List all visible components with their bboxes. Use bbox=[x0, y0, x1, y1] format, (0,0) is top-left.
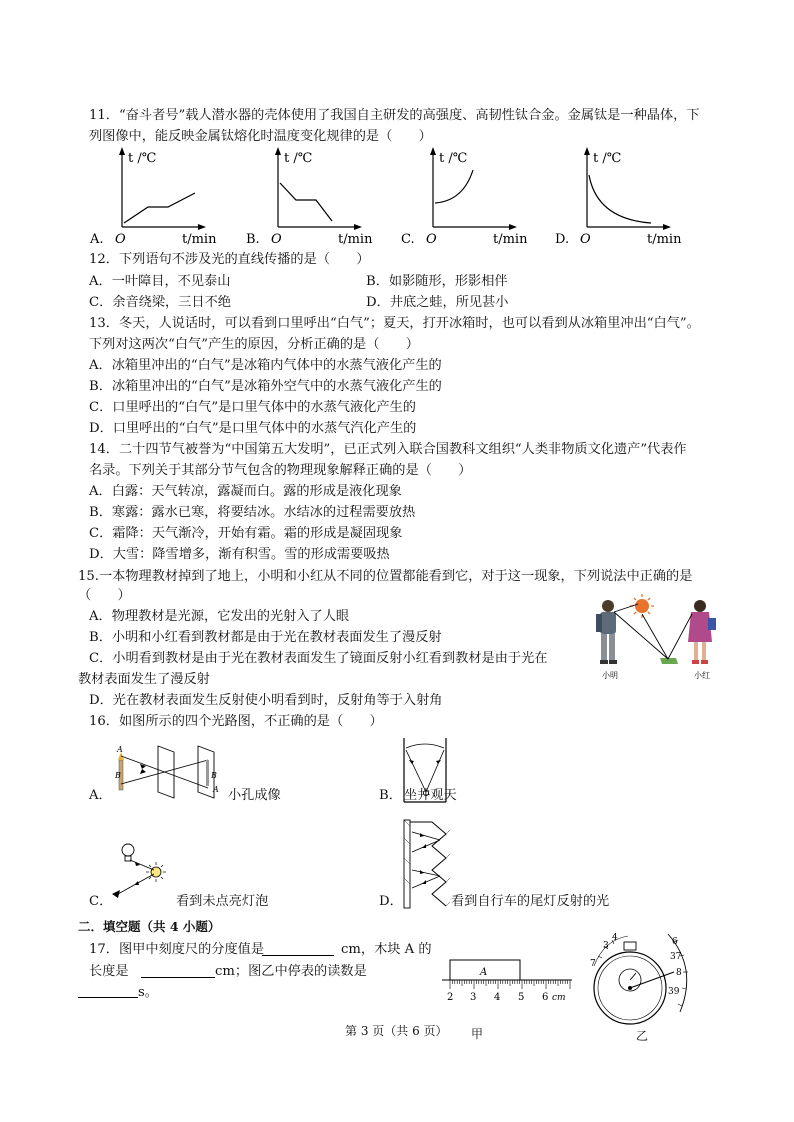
q12-option-d: D．井底之蛙，所见甚小 bbox=[366, 295, 509, 310]
eye-icon bbox=[112, 890, 120, 898]
q16-option-c: C． bbox=[89, 894, 113, 909]
q17-blank-1[interactable] bbox=[262, 955, 334, 956]
q13-stem-line1: 13．冬天，人说话时，可以看到口里呼出“白气”；夏天，打开冰箱时，也可以看到从冰箱里冲出“白气”。 bbox=[89, 316, 700, 331]
q16-figure-pinhole bbox=[112, 742, 242, 804]
q15-figure bbox=[588, 592, 723, 684]
q11-b-origin: O bbox=[271, 232, 282, 247]
q14-stem-line1: 14．二十四节气被誉为“中国第五大发明”，已正式列入联合国教科文组织“人类非物质文化遗产”代表作 bbox=[89, 442, 687, 457]
q12-stem: 12．下列语句不涉及光的直线传播的是（ ） bbox=[89, 252, 370, 267]
q16-caption-c: 看到未点亮灯泡 bbox=[176, 894, 269, 909]
q11-d-ylabel: t /℃ bbox=[593, 151, 622, 166]
q17-ruler-figure bbox=[440, 956, 574, 1004]
q15-option-b: B．小明和小红看到教材都是由于光在教材表面发生了漫反射 bbox=[89, 630, 442, 645]
q16-caption-a: 小孔成像 bbox=[228, 788, 281, 803]
q13-option-b: B．冰箱里冲出的“白气”是冰箱外空气中的水蒸气液化产生的 bbox=[89, 379, 442, 394]
q11-graph-c bbox=[401, 145, 551, 250]
q16-caption-d: 看到自行车的尾灯反射的光 bbox=[451, 894, 610, 909]
q12-option-b: B．如影随形，形影相伴 bbox=[366, 274, 508, 289]
q16-stem: 16．如图所示的四个光路图，不正确的是（ ） bbox=[89, 714, 383, 729]
ruler-unit: cm bbox=[552, 993, 566, 1003]
q14-option-d: D．大雪：降雪增多，渐有积雪。雪的形成需要吸热 bbox=[89, 547, 390, 562]
q16-caption-b: 坐井观天 bbox=[404, 788, 457, 803]
q15-stem-line2: （ ） bbox=[78, 588, 131, 603]
q13-option-d: D．口里呼出的“白气”是口里气体中的水蒸气汽化产生的 bbox=[89, 421, 417, 436]
q16-option-a: A． bbox=[89, 788, 112, 803]
q16-option-b: B． bbox=[379, 788, 402, 803]
q16-a-label-A2: A bbox=[213, 785, 219, 794]
boy-figure bbox=[596, 600, 617, 664]
watch-small-4: 4 bbox=[612, 933, 618, 943]
watch-big-39: 39 bbox=[668, 987, 680, 997]
q16-a-label-B2: B bbox=[211, 771, 217, 780]
q15-option-d: D．光在教材表面发生反射使小明看到时，反射角等于入射角 bbox=[89, 693, 443, 708]
q13-stem-line2: 下列对这两次“白气”产生的原因，分析正确的是（ ） bbox=[89, 337, 419, 352]
q11-d-option: D. bbox=[555, 232, 570, 247]
watch-small-3: 3 bbox=[603, 941, 609, 951]
watch-big-6: 6 bbox=[672, 937, 678, 947]
watch-big-37: 37 bbox=[670, 952, 682, 962]
q11-graph-a bbox=[90, 145, 240, 250]
q17-blank-2[interactable] bbox=[141, 977, 215, 978]
q17-line3-suffix: s。 bbox=[138, 985, 158, 1000]
bulb-icon bbox=[122, 844, 134, 861]
q15-option-c-line2: 教材表面发生了漫反射 bbox=[78, 672, 210, 687]
watch-big-8: 8 bbox=[676, 968, 682, 978]
q16-a-label-A1: A bbox=[117, 745, 123, 754]
q11-c-xlabel: t/min bbox=[493, 232, 528, 247]
q11-stem-line1: 11．“奋斗者号”载人潜水器的壳体使用了我国自主研发的高强度、高韧性钛合金。金属钛是一种晶体，下 bbox=[89, 108, 700, 123]
q15-stem-line1: 15.一本物理教材掉到了地上，小明和小红从不同的位置都能看到它，对于这一现象，下列说法中正确的是 bbox=[78, 569, 693, 584]
q14-option-b: B．寒露：露水已寒，将要结冰。水结冰的过程需要放热 bbox=[89, 505, 416, 520]
ruler-tick-5: 5 bbox=[518, 992, 525, 1003]
watch-small-7: 7 bbox=[590, 959, 596, 969]
ruler-tick-6: 6 bbox=[542, 992, 549, 1003]
q17-line2-suffix: cm；图乙中停表的读数是 bbox=[215, 964, 367, 979]
q11-graph-d bbox=[555, 145, 705, 250]
q14-stem-line2: 名录。下列关于其部分节气包含的物理现象解释正确的是（ ） bbox=[89, 463, 472, 478]
section2-title: 二．填空题（共 4 小题） bbox=[78, 919, 221, 934]
q16-a-label-B1: B bbox=[115, 771, 121, 780]
ruler-tick-2: 2 bbox=[447, 992, 454, 1003]
q11-a-option: A. bbox=[90, 232, 104, 247]
q17-line1-prefix: 17．图甲中刻度尺的分度值是 bbox=[89, 942, 265, 957]
q17-line2-prefix: 长度是 bbox=[89, 964, 129, 979]
q15-option-c-line1: C．小明看到教材是由于光在教材表面发生了镜面反射小红看到教材是由于光在 bbox=[89, 651, 548, 666]
q11-a-origin: O bbox=[115, 232, 126, 247]
ruler-tick-3: 3 bbox=[470, 992, 477, 1003]
q16-figure-bulb bbox=[110, 834, 182, 910]
q11-b-ylabel: t /℃ bbox=[284, 151, 313, 166]
q14-option-c: C．霜降：天气渐冷，开始有霜。霜的形成是凝固现象 bbox=[89, 526, 403, 541]
q17-stopwatch-figure bbox=[584, 928, 704, 1028]
q17-caption-yi: 乙 bbox=[636, 1029, 649, 1043]
q15-label-xiaohong: 小红 bbox=[694, 671, 710, 680]
q14-option-a: A．白露：天气转凉，露凝而白。露的形成是液化现象 bbox=[89, 484, 402, 499]
q11-c-ylabel: t /℃ bbox=[439, 151, 468, 166]
q11-a-xlabel: t/min bbox=[182, 232, 217, 247]
lit-bulb-icon bbox=[146, 862, 166, 882]
q17-blank-3[interactable] bbox=[78, 997, 138, 998]
q11-a-ylabel: t /℃ bbox=[128, 151, 157, 166]
q15-option-a: A．物理教材是光源，它发出的光射入了人眼 bbox=[89, 609, 350, 624]
q13-option-c: C．口里呼出的“白气”是口里气体中的水蒸气液化产生的 bbox=[89, 400, 416, 415]
q17-line1-suffix: cm，木块 A 的 bbox=[341, 942, 432, 957]
q16-figure-reflector bbox=[402, 818, 452, 910]
q17-caption-jia: 甲 bbox=[471, 1027, 484, 1041]
girl-figure bbox=[688, 600, 716, 664]
stopwatch-small-dial bbox=[594, 936, 628, 966]
q11-d-xlabel: t/min bbox=[647, 232, 682, 247]
q11-b-xlabel: t/min bbox=[338, 232, 373, 247]
q13-option-a: A．冰箱里冲出的“白气”是冰箱内气体中的水蒸气液化产生的 bbox=[89, 358, 442, 373]
q17-block-label: A bbox=[480, 967, 488, 978]
q16-option-d: D． bbox=[379, 894, 403, 909]
q12-option-a: A．一叶障目，不见泰山 bbox=[89, 274, 231, 289]
book-icon bbox=[660, 658, 678, 664]
q11-stem-line2: 列图像中，能反映金属钛熔化时温度变化规律的是（ ） bbox=[89, 129, 432, 144]
q11-d-origin: O bbox=[580, 232, 591, 247]
q11-b-option: B. bbox=[246, 232, 260, 247]
page-footer: 第 3 页（共 6 页） bbox=[345, 1024, 448, 1038]
q11-c-option: C. bbox=[401, 232, 415, 247]
q12-option-c: C．余音绕梁，三日不绝 bbox=[89, 295, 231, 310]
q11-graph-b bbox=[246, 145, 396, 250]
ruler-tick-4: 4 bbox=[494, 992, 501, 1003]
q15-label-xiaoming: 小明 bbox=[602, 671, 618, 680]
q11-c-origin: O bbox=[426, 232, 437, 247]
